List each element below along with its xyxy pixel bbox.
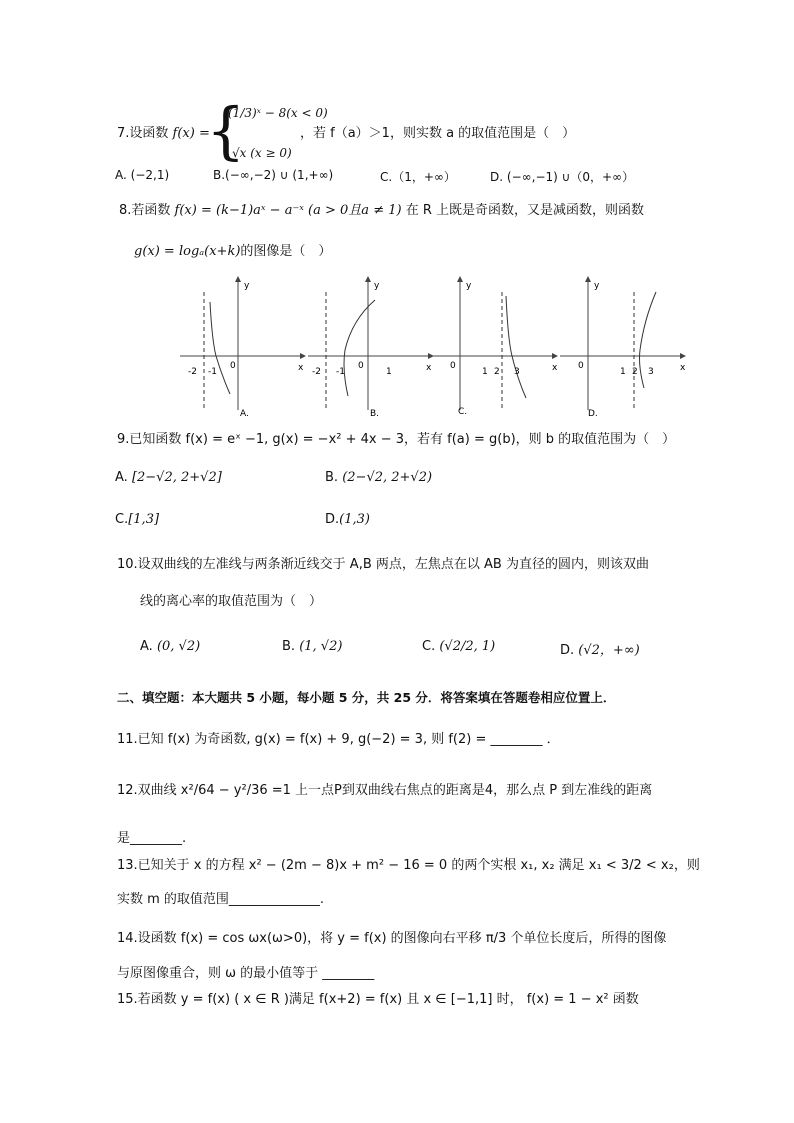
q11: 11.已知 f(x) 为奇函数, g(x) = f(x) + 9, g(−2) = 3, 则 f(2) = ________ ． [117, 732, 560, 747]
q10-option-b: B. (1, √2) [282, 639, 343, 654]
section-2-heading: 二、填空题：本大题共 5 小题，每小题 5 分，共 25 分．将答案填在答题卷相应位置上． [117, 690, 616, 705]
graph-c-tick: 0 [450, 361, 456, 371]
q10-option-d: D. (√2，+∞) [560, 643, 640, 658]
graph-a [180, 276, 306, 419]
graph-a-x-label: x [298, 363, 304, 373]
q7-option-c: C.（1，+∞） [380, 170, 456, 184]
graph-d-x-label: x [680, 363, 686, 373]
q15: 15.若函数 y = f(x) ( x ∈ R )满足 f(x+2) = f(x) 且 x ∈ [−1,1] 时， f(x) = 1 − x² 函数 [117, 992, 639, 1007]
q7-prefix: 7.设函数 f(x) = [117, 126, 210, 141]
q7-option-d: D. (−∞,−1) ∪（0，+∞） [490, 170, 635, 184]
q7-option-a: A. (−2,1) [115, 168, 170, 182]
graph-b-tick: -1 [336, 367, 345, 377]
q7-piece1: (1/3)ˣ − 8(x < 0) [228, 106, 328, 120]
q13-line1: 13.已知关于 x 的方程 x² − (2m − 8)x + m² − 16 = 0 的两个实根 x₁, x₂ 满足 x₁ < 3/2 < x₂，则 [117, 858, 700, 873]
graph-c-y-label: y [466, 281, 472, 291]
q7-piece2: √x (x ≥ 0) [232, 146, 292, 160]
graph-a-tick: 0 [230, 361, 236, 371]
q10-option-a: A. (0, √2) [140, 639, 201, 654]
q14-line2: 与原图像重合，则 ω 的最小值等于 ________ [117, 966, 375, 981]
graph-a-y-label: y [244, 281, 250, 291]
q8-line1: 8.若函数 f(x) = (k−1)aˣ − a⁻ˣ (a > 0且a ≠ 1) 在 R 上既是奇函数，又是减函数，则函数 [119, 203, 645, 218]
q9-option-b: B. (2−√2, 2+√2) [325, 470, 433, 485]
q10-option-c: C. (√2/2, 1) [422, 639, 496, 654]
q8-line2: g(x) = logₐ(x+k)的图像是（ ） [134, 244, 332, 259]
graph-a-tick: -1 [208, 367, 217, 377]
graph-b-tick: 0 [358, 361, 364, 371]
graph-c-tick: 2 [494, 367, 500, 377]
graph-d-tick: 0 [578, 361, 584, 371]
graph-d-letter: D. [588, 409, 598, 419]
q7-suffix: ，若 f（a）＞1，则实数 a 的取值范围是（ ） [300, 126, 576, 141]
graph-b-y-label: y [374, 281, 380, 291]
q10-line1: 10.设双曲线的左准线与两条渐近线交于 A,B 两点，左焦点在以 AB 为直径的圆内，则该双曲 [117, 557, 649, 572]
graph-a-letter: A. [240, 409, 249, 419]
q12-line2: 是________. [117, 831, 187, 846]
q9-option-a: A. [2−√2, 2+√2] [115, 470, 222, 485]
q9-stem: 9.已知函数 f(x) = eˣ −1, g(x) = −x² + 4x − 3，若有 f(a) = g(b)，则 b 的取值范围为（ ） [117, 432, 676, 447]
q10-line2: 线的离心率的取值范围为（ ） [140, 594, 323, 609]
q8-graphs [170, 270, 695, 420]
graph-c-tick: 1 [482, 367, 488, 377]
graph-b-tick: -2 [312, 367, 321, 377]
graph-c [432, 276, 558, 417]
graph-d-tick: 3 [648, 367, 654, 377]
q14-line1: 14.设函数 f(x) = cos ωx(ω>0)，将 y = f(x) 的图像向右平移 π/3 个单位长度后，所得的图像 [117, 931, 667, 946]
graph-c-x-label: x [552, 363, 558, 373]
graph-a-tick: -2 [188, 367, 197, 377]
q9-option-c: C.[1,3] [115, 512, 160, 527]
graph-b-x-label: x [426, 363, 432, 373]
graph-d-tick: 1 [620, 367, 626, 377]
graph-d-y-label: y [594, 281, 600, 291]
graph-d-tick: 2 [632, 367, 638, 377]
q7-fx: f(x) = [172, 126, 210, 141]
q7-brace: { [206, 94, 246, 167]
graph-d [560, 276, 686, 419]
q7-option-b: B.(−∞,−2) ∪ (1,+∞) [213, 168, 334, 182]
graph-b-letter: B. [370, 409, 380, 419]
graph-c-letter: C. [458, 407, 468, 417]
graph-b [308, 276, 434, 419]
q9-option-d: D.(1,3) [325, 512, 370, 527]
q13-line2: 实数 m 的取值范围______________. [117, 892, 325, 907]
graph-c-tick: 3 [514, 367, 520, 377]
graph-b-tick: 1 [386, 367, 392, 377]
q12-line1: 12.双曲线 x²/64 − y²/36 =1 上一点P到双曲线右焦点的距离是4，那么点 P 到左准线的距离 [117, 783, 653, 798]
